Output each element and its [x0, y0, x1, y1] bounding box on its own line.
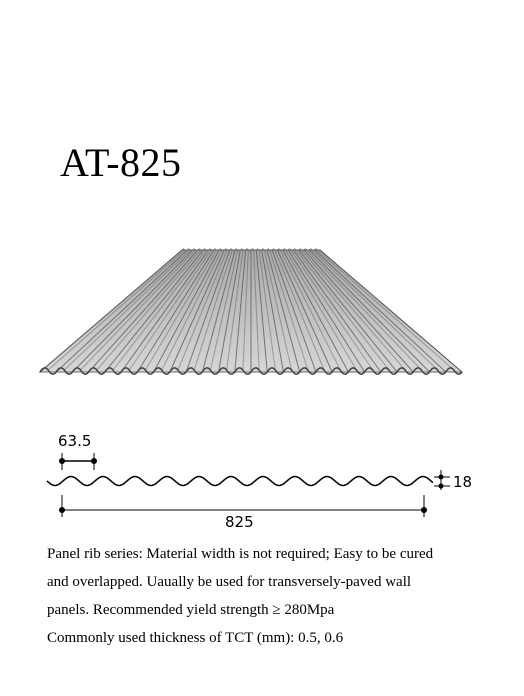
width-dimension-label: 825 — [225, 513, 254, 531]
panel-perspective-illustration — [40, 249, 462, 374]
cross-section-drawing — [47, 432, 472, 531]
description-line: Commonly used thickness of TCT (mm): 0.5, 0.6 — [47, 630, 344, 646]
width-dimension — [59, 495, 427, 531]
description-line: Panel rib series: Material width is not required; Easy to be cured — [47, 546, 434, 562]
pitch-dimension-label: 63.5 — [58, 432, 92, 450]
description-line: and overlapped. Uaually be used for transversely-paved wall — [47, 574, 412, 590]
pitch-dimension — [58, 432, 97, 470]
height-dimension-label: 18 — [453, 473, 473, 491]
product-title: AT-825 — [60, 140, 182, 185]
corrugated-profile — [47, 477, 433, 486]
description-line: panels. Recommended yield strength ≥ 280Mpa — [47, 602, 335, 618]
height-dimension — [434, 470, 472, 491]
product-description — [47, 540, 517, 652]
